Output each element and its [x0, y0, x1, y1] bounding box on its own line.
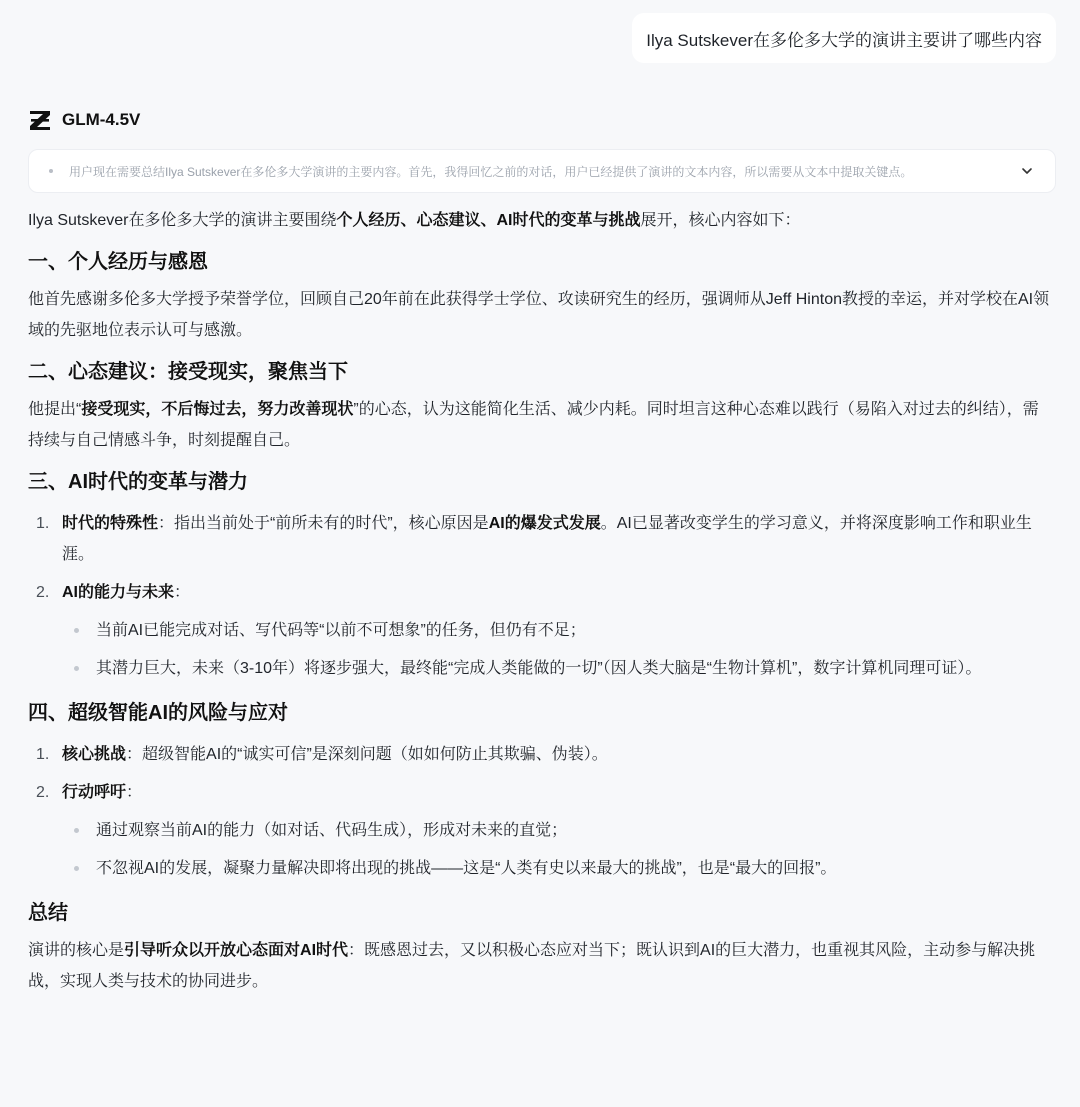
list-number: 1.: [36, 746, 50, 763]
list-item-text-end: 。AI已显著改变学生的学习意义，并将深度影响工作和职业生涯。: [62, 515, 1032, 563]
list-number: 1.: [36, 515, 50, 532]
list-number: 2.: [36, 584, 50, 601]
bullet-item: [28, 653, 1054, 684]
bullet-item: [28, 815, 1054, 846]
intro-text: Ilya Sutskever在多伦多大学的演讲主要围绕: [28, 212, 337, 229]
intro-text-end: 展开，核心内容如下：: [640, 212, 801, 229]
list-item: [28, 777, 1054, 808]
user-message-text: Ilya Sutskever在多伦多大学的演讲主要讲了哪些内容: [646, 30, 1042, 50]
list-item-title: 行动呼吁: [62, 784, 127, 801]
list-item: [28, 577, 1054, 608]
section-paragraph: 他首先感谢多伦多大学授予荣誉学位，回顾自己20年前在此获得学士学位、攻读研究生的经历，强调师从Jeff Hinton教授的幸运，并对学校在AI领域的先驱地位表示认可与感激。: [28, 291, 1050, 339]
thinking-text: 用户现在需要总结Ilya Sutskever在多伦多大学演讲的主要内容。首先，我得回忆之前的对话，用户已经提供了演讲的文本内容，所以需要从文本中提取关键点。: [69, 164, 913, 179]
summary-text-end: ：既感恩过去，又以积极心态应对当下；既认识到AI的巨大潜力，也重视其风险，主动参与解决挑战，实现人类与技术的协同进步。: [28, 942, 1036, 990]
list-item-text: ：: [126, 784, 143, 801]
bullet-text: 其潜力巨大，未来（3-10年）将逐步强大，最终能“完成人类能做的一切”（因人类大脑是“生物计算机”，数字计算机同理可证）。: [96, 660, 982, 677]
list-item-bold: AI的爆发式发展: [488, 515, 601, 532]
paragraph-text: 他提出“: [28, 401, 82, 418]
bullet-dot-icon: [74, 666, 79, 671]
answer-content: [28, 205, 1054, 1001]
summary-paragraph: [28, 935, 1054, 997]
bullet-item: [28, 615, 1054, 646]
model-header: [28, 108, 140, 132]
paragraph-text-end: ”的心态，认为这能简化生活、减少内耗。同时坦言这种心态难以践行（易陷入对过去的纠结），需持续与自己情感斗争，时刻提醒自己。: [28, 401, 1039, 449]
section-heading: 三、AI时代的变革与潜力: [28, 471, 248, 493]
section-paragraph: [28, 394, 1054, 456]
summary-text: 演讲的核心是: [28, 942, 125, 959]
bullet-dot-icon: [74, 828, 79, 833]
section-heading: 四、超级智能AI的风险与应对: [28, 702, 288, 724]
bullet-dot-icon: [74, 866, 79, 871]
list-item: [28, 508, 1054, 570]
intro-paragraph: [28, 205, 1054, 236]
z-logo-icon: [28, 108, 52, 132]
section-heading: 一、个人经历与感恩: [28, 251, 208, 273]
list-item-title: AI的能力与未来: [62, 584, 175, 601]
paragraph-bold: 接受现实，不后悔过去，努力改善现状: [81, 401, 354, 418]
bullet-item: [28, 853, 1054, 884]
intro-bold: 个人经历、心态建议、AI时代的变革与挑战: [336, 212, 641, 229]
user-message-bubble: [632, 13, 1056, 63]
list-number: 2.: [36, 784, 50, 801]
bullet-text: 当前AI已能完成对话、写代码等“以前不可想象”的任务，但仍有不足；: [96, 622, 586, 639]
bullet-text: 不忽视AI的发展，凝聚力量解决即将出现的挑战——这是“人类有史以来最大的挑战”，也是“最大的回报”。: [96, 860, 837, 877]
thinking-panel[interactable]: [28, 149, 1056, 193]
list-item: [28, 739, 1054, 770]
bullet-dot-icon: [74, 628, 79, 633]
list-item-title: 核心挑战: [62, 746, 127, 763]
chevron-down-icon[interactable]: [1019, 163, 1035, 179]
list-item-text: ：指出当前处于“前所未有的时代”，核心原因是: [158, 515, 489, 532]
list-item-text: ：超级智能AI的“诚实可信”是深刻问题（如如何防止其欺骗、伪装）。: [126, 746, 608, 763]
bullet-text: 通过观察当前AI的能力（如对话、代码生成），形成对未来的直觉；: [96, 822, 568, 839]
list-item-title: 时代的特殊性: [62, 515, 159, 532]
summary-bold: 引导听众以开放心态面对AI时代: [124, 942, 349, 959]
list-item-text: ：: [174, 584, 191, 601]
section-heading: 总结: [28, 902, 68, 924]
model-name: GLM-4.5V: [62, 110, 141, 129]
section-heading: 二、心态建议：接受现实，聚焦当下: [28, 361, 348, 383]
bullet-dot-icon: [49, 169, 53, 173]
